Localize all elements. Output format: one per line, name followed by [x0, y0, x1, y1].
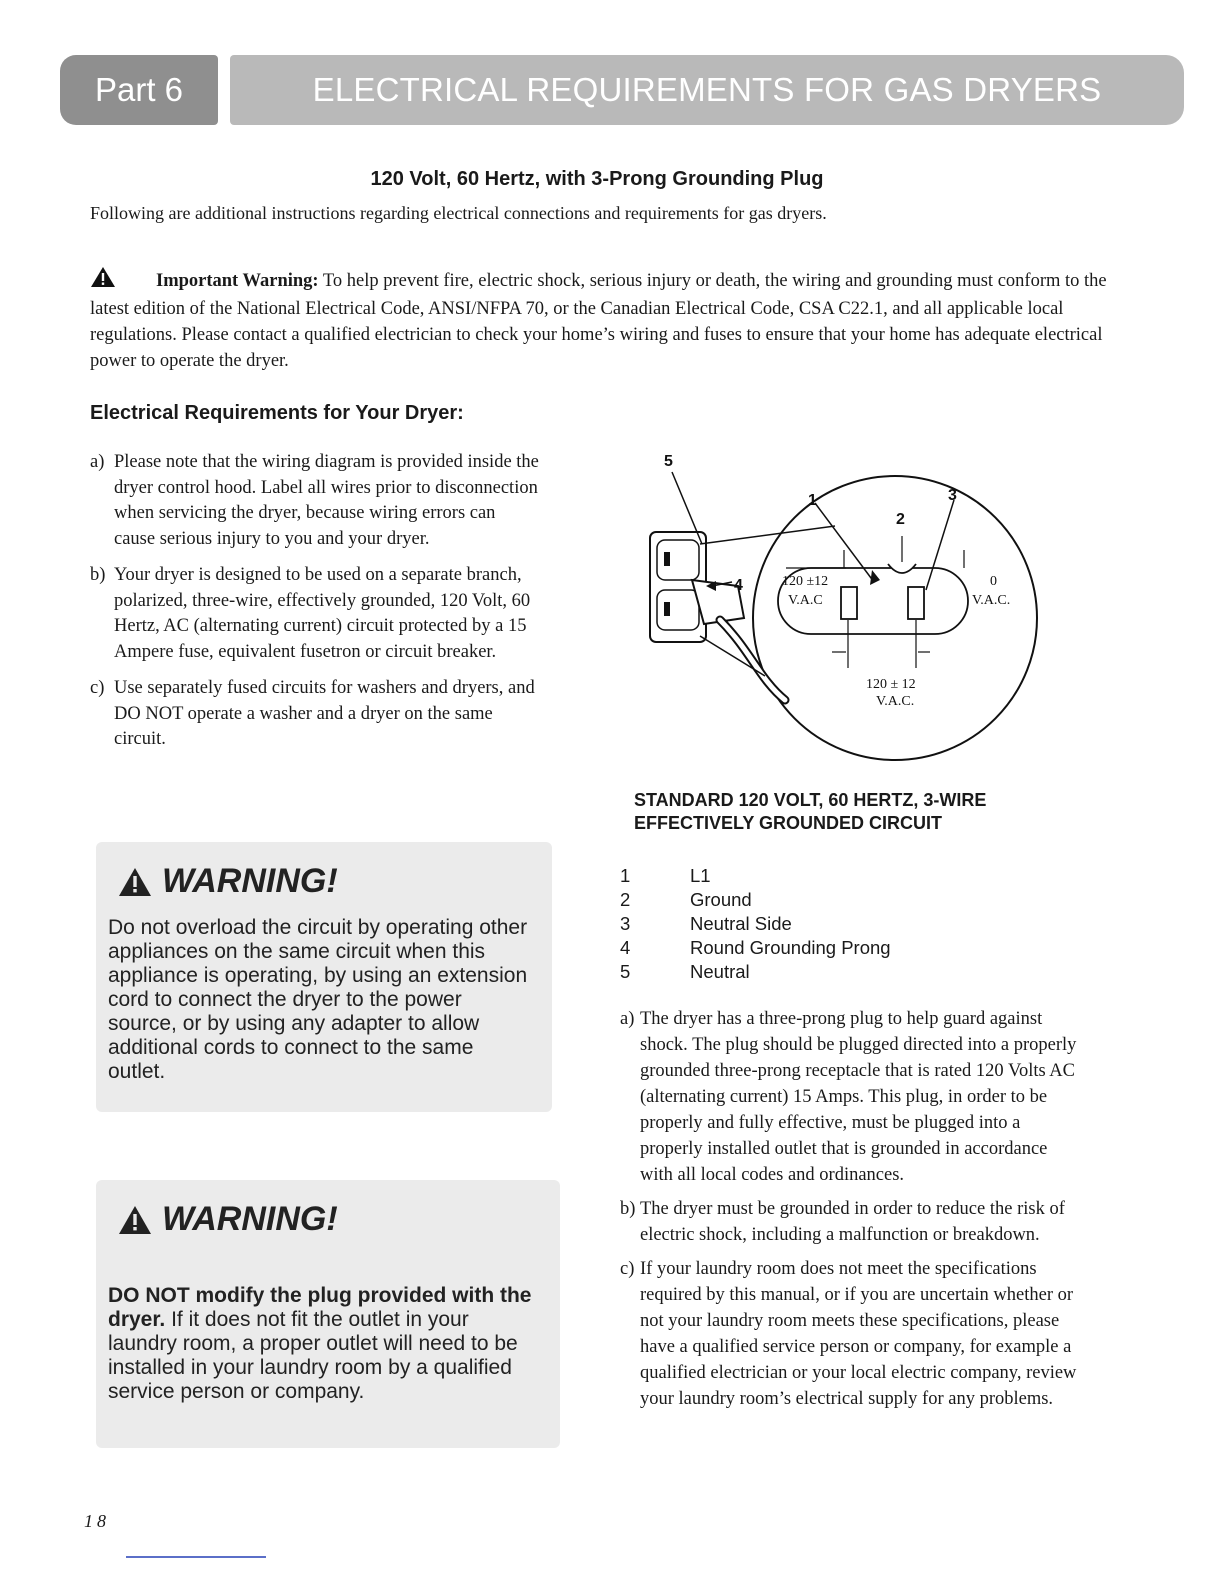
warning-box-overload [96, 842, 552, 1112]
warning-title: WARNING! [162, 862, 338, 900]
list-item [620, 1006, 1080, 1188]
legend-item [620, 936, 1040, 960]
list-item [90, 676, 540, 753]
requirements-heading: Electrical Requirements for Your Dryer: [90, 402, 464, 424]
legend-item [620, 912, 1040, 936]
warning-triangle-icon [118, 867, 152, 897]
legend-label: L1 [690, 865, 711, 886]
list-item [620, 1256, 1080, 1412]
legend-item [620, 960, 1040, 984]
list-marker: c) [90, 678, 105, 698]
bottom-voltage-value: 120 ± 12 [866, 677, 916, 692]
left-voltage-value: 120 ±12 [782, 574, 829, 589]
important-warning [90, 266, 1120, 374]
bottom-voltage-unit: V.A.C. [876, 694, 915, 709]
part-tab [60, 55, 218, 125]
diagram-caption: STANDARD 120 VOLT, 60 HERTZ, 3-WIRE EFFECTIVELY GROUNDED CIRCUIT [634, 790, 987, 833]
list-marker: b) [620, 1199, 636, 1219]
page-number: 18 [84, 1511, 110, 1531]
callout-1: 1 [808, 492, 817, 509]
legend-label: Neutral [690, 961, 750, 982]
left-voltage-unit: V.A.C [788, 593, 823, 608]
callout-5: 5 [664, 453, 673, 470]
plug-notes-list [620, 1006, 1080, 1420]
page-title: ELECTRICAL REQUIREMENTS FOR GAS DRYERS [312, 71, 1102, 108]
list-item-text: The dryer must be grounded in order to reduce the risk of electric shock, including a malfunction or breakdown. [640, 1199, 1065, 1245]
legend-label: Neutral Side [690, 913, 792, 934]
warning-triangle-icon [118, 1205, 152, 1235]
warning-bold-text: DO NOT modify the plug provided with the dryer. [108, 1284, 532, 1331]
footer-link-underline [126, 1556, 266, 1558]
list-marker: a) [90, 452, 105, 472]
legend-number: 3 [620, 913, 631, 934]
legend-label: Round Grounding Prong [690, 937, 891, 958]
outlet-wiring-diagram [600, 440, 1060, 795]
requirements-list [90, 450, 540, 764]
list-item-text: If your laundry room does not meet the specifications required by this manual, or if you are uncertain whether or not your laundry room meets these specifications, please have a qualified service person or company, for example a qualified electrician or your local electric company, review your laundry room’s electrical supply for any problems. [640, 1259, 1077, 1409]
right-voltage-value: 0 [990, 574, 997, 589]
warning-box-header [118, 1200, 338, 1239]
warning-text [108, 1284, 538, 1404]
legend-number: 5 [620, 961, 631, 982]
legend-item [620, 888, 1040, 912]
list-marker: c) [620, 1259, 635, 1279]
list-item [620, 1196, 1080, 1248]
diagram-legend [620, 864, 1040, 984]
warning-box-header [118, 862, 338, 901]
part-label: Part 6 [94, 71, 184, 108]
legend-label: Ground [690, 889, 752, 910]
intro-text: Following are additional instructions regarding electrical connections and requirements for gas dryers. [90, 203, 827, 223]
warning-body-text: If it does not fit the outlet in your laundry room, a proper outlet will need to be installed in your laundry room by a qualified service person or company. [108, 1308, 518, 1403]
legend-number: 2 [620, 889, 631, 910]
callout-2: 2 [896, 511, 905, 528]
title-bar [230, 55, 1184, 125]
callout-3: 3 [948, 487, 957, 504]
right-voltage-unit: V.A.C. [972, 593, 1011, 608]
warning-text: Do not overload the circuit by operating other appliances on the same circuit when this appliance is operating, by using an extension cord to connect the dryer to the power source, or by using any adapter to allow additional cords to connect to the same outlet. [108, 916, 528, 1083]
list-item [90, 450, 540, 552]
warning-box-plug [96, 1180, 560, 1448]
section-subtitle: 120 Volt, 60 Hertz, with 3-Prong Grounding Plug [370, 168, 824, 190]
important-warning-text: To help prevent fire, electric shock, serious injury or death, the wiring and grounding must conform to the latest edition of the National Electrical Code, ANSI/NFPA 70, or the Canadian Electrical Code, CSA C22.1, and all applicable local regulations. Please contact a qualified electrician to check your home’s wiring and fuses to ensure that your home has adequate electrical power to operate the dryer. [90, 271, 1107, 371]
legend-number: 1 [620, 865, 631, 886]
callout-4: 4 [734, 577, 743, 594]
list-item-text: The dryer has a three-prong plug to help guard against shock. The plug should be plugged directed into a properly grounded three-prong receptacle that is rated 120 Volts AC (alternating current) 15 Amps. This plug, in order to be properly and fully effective, must be plugged into a properly installed outlet that is grounded in accordance with all local codes and ordinances. [640, 1009, 1077, 1185]
list-item-text: Use separately fused circuits for washers and dryers, and DO NOT operate a washer and a dryer on the same circuit. [114, 678, 535, 749]
list-item-text: Please note that the wiring diagram is provided inside the dryer control hood. Label all wires prior to disconnection when servicing the dryer, because wiring errors can cause serious injury to you and your dryer. [114, 452, 539, 549]
important-warning-label: Important Warning: [156, 271, 319, 291]
list-marker: b) [90, 565, 106, 585]
list-item-text: Your dryer is designed to be used on a separate branch, polarized, three-wire, effectively grounded, 120 Volt, 60 Hertz, AC (alternating current) circuit protected by a 15 Ampere fuse, equivalent fusetron or circuit breaker. [114, 565, 531, 662]
legend-number: 4 [620, 937, 631, 958]
warning-title: WARNING! [162, 1200, 338, 1238]
list-marker: a) [620, 1009, 635, 1029]
legend-item [620, 864, 1040, 888]
list-item [90, 563, 540, 665]
warning-triangle-icon [90, 266, 116, 296]
